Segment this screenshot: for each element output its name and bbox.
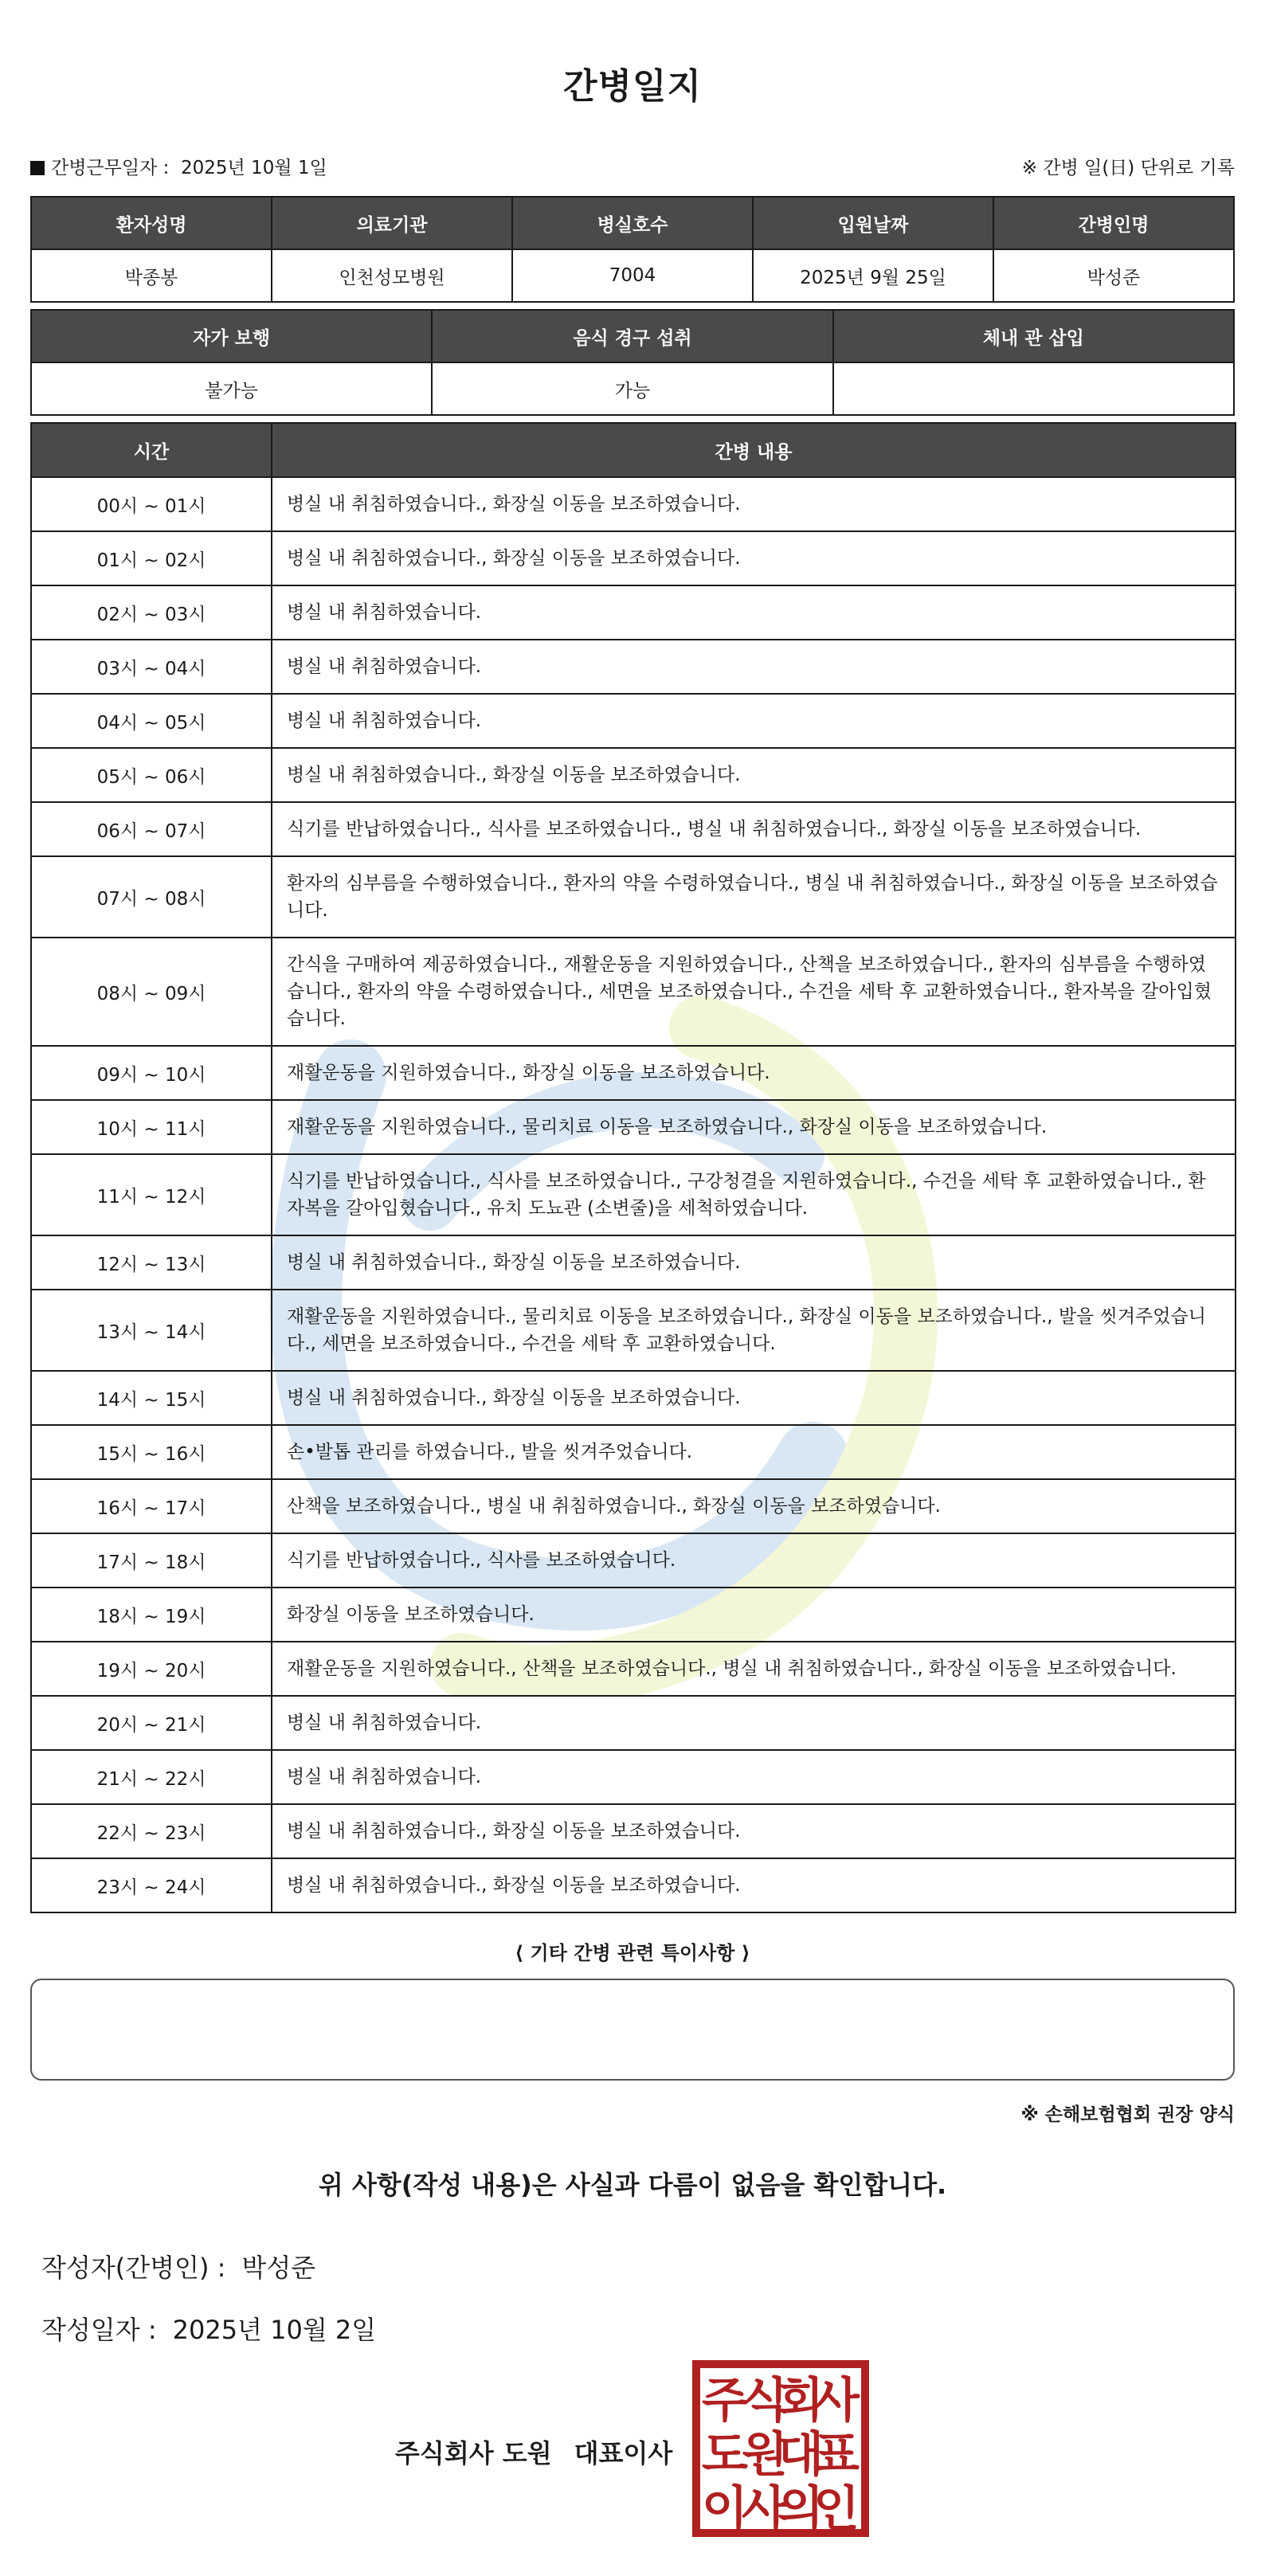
table-row: [31, 748, 1236, 802]
time-cell: 19시 ~ 20시: [31, 1642, 272, 1696]
time-cell: 06시 ~ 07시: [31, 802, 272, 856]
patient-info-header-row: [31, 197, 1234, 249]
company-seal-stamp: [691, 2359, 870, 2538]
content-cell: 손•발톱 관리를 하였습니다., 발을 씻겨주었습니다.: [272, 1425, 1236, 1479]
table-row: [31, 1100, 1236, 1154]
notes-box: [30, 1979, 1235, 2081]
time-cell: 12시 ~ 13시: [31, 1235, 272, 1290]
content-cell: 병실 내 취침하였습니다.: [272, 640, 1236, 694]
table-row: [31, 1587, 1236, 1642]
content-cell: 간식을 구매하여 제공하였습니다., 재활운동을 지원하였습니다., 산책을 보조하였습니다., 환자의 심부름을 수행하였습니다., 환자의 약을 수령하였습니다., 세면을 보조하였습니다., 수건을 세탁 후 교환하였습니다., 환자복을 갈아입혔습니다.: [272, 938, 1236, 1046]
content-cell: 병실 내 취침하였습니다., 화장실 이동을 보조하였습니다.: [272, 748, 1236, 802]
table-row: [31, 1750, 1236, 1804]
table-row: [31, 1642, 1236, 1696]
writer-line: [41, 2248, 315, 2284]
table-row: [31, 585, 1236, 640]
svg-text:도: 도: [702, 2427, 748, 2483]
patient-name: 박종봉: [31, 249, 272, 302]
content-cell: 병실 내 취침하였습니다., 화장실 이동을 보조하였습니다.: [272, 1858, 1236, 1912]
svg-text:인: 인: [813, 2481, 860, 2537]
table-row: [31, 477, 1236, 531]
company-role: 대표이사: [574, 2438, 673, 2468]
svg-text:원: 원: [742, 2427, 788, 2483]
content-cell: 재활운동을 지원하였습니다., 물리치료 이동을 보조하였습니다., 화장실 이동을 보조하였습니다., 발을 씻겨주었습니다., 세면을 보조하였습니다., 수건을 세탁 후 교환하였습니다.: [272, 1290, 1236, 1371]
meta-row: [30, 153, 1235, 182]
status-info-table: [30, 309, 1235, 416]
time-cell: 23시 ~ 24시: [31, 1858, 272, 1912]
table-row: [31, 1533, 1236, 1587]
care-log-table: [30, 422, 1236, 1913]
content-cell: 식기를 반납하였습니다., 식사를 보조하였습니다., 병실 내 취침하였습니다., 화장실 이동을 보조하였습니다.: [272, 802, 1236, 856]
admission-date: 2025년 9월 25일: [753, 249, 993, 302]
time-cell: 13시 ~ 14시: [31, 1290, 272, 1371]
content-cell: 병실 내 취침하였습니다., 화장실 이동을 보조하였습니다.: [272, 1371, 1236, 1425]
svg-text:사: 사: [813, 2373, 860, 2429]
content-cell: 병실 내 취침하였습니다.: [272, 1696, 1236, 1750]
table-row: [31, 856, 1236, 938]
header-care-content: 간병 내용: [272, 423, 1236, 477]
content-cell: 병실 내 취침하였습니다., 화장실 이동을 보조하였습니다.: [272, 1235, 1236, 1290]
time-cell: 07시 ~ 08시: [31, 856, 272, 938]
table-row: [31, 1696, 1236, 1750]
header-tube-insertion: 체내 관 삽입: [833, 310, 1234, 362]
content-cell: 병실 내 취침하였습니다., 화장실 이동을 보조하였습니다.: [272, 477, 1236, 531]
time-cell: 20시 ~ 21시: [31, 1696, 272, 1750]
table-row: [31, 694, 1236, 748]
table-row: [31, 802, 1236, 856]
content-cell: 식기를 반납하였습니다., 식사를 보조하였습니다.: [272, 1533, 1236, 1587]
hospital-name: 인천성모병원: [272, 249, 512, 302]
recommend-note: ※ 손해보험협회 권장 양식: [1020, 2104, 1235, 2125]
writer-label: 작성자(간병인) :: [41, 2253, 226, 2283]
self-walking-value: 불가능: [31, 362, 432, 415]
content-cell: 병실 내 취침하였습니다., 화장실 이동을 보조하였습니다.: [272, 1804, 1236, 1858]
table-row: [31, 531, 1236, 585]
written-date-label: 작성일자 :: [41, 2315, 157, 2345]
care-date-value: 2025년 10월 1일: [181, 158, 327, 178]
content-cell: 병실 내 취침하였습니다.: [272, 694, 1236, 748]
table-row: [31, 1235, 1236, 1290]
header-caregiver-name: 간병인명: [993, 197, 1234, 249]
time-cell: 03시 ~ 04시: [31, 640, 272, 694]
svg-text:이: 이: [702, 2481, 748, 2537]
content-cell: 병실 내 취침하였습니다., 화장실 이동을 보조하였습니다.: [272, 531, 1236, 585]
content-cell: 산책을 보조하였습니다., 병실 내 취침하였습니다., 화장실 이동을 보조하였습니다.: [272, 1479, 1236, 1533]
table-row: [31, 1858, 1236, 1912]
table-row: [31, 1371, 1236, 1425]
content-cell: 식기를 반납하였습니다., 식사를 보조하였습니다., 구강청결을 지원하였습니다., 수건을 세탁 후 교환하였습니다., 환자복을 갈아입혔습니다., 유치 도뇨관 (소변줄)을 세척하였습니다.: [272, 1154, 1236, 1235]
square-bullet-icon: [30, 161, 45, 175]
time-cell: 08시 ~ 09시: [31, 938, 272, 1046]
svg-text:표: 표: [813, 2427, 860, 2483]
header-patient-name: 환자성명: [31, 197, 272, 249]
care-date: [30, 153, 327, 179]
time-cell: 15시 ~ 16시: [31, 1425, 272, 1479]
care-date-label: 간병근무일자 :: [51, 158, 170, 178]
company-name: 주식회사 도원: [395, 2438, 552, 2468]
page-title: 간병일지: [562, 66, 702, 107]
svg-text:대: 대: [777, 2427, 824, 2483]
time-cell: 04시 ~ 05시: [31, 694, 272, 748]
patient-info-value-row: [31, 249, 1234, 302]
tube-insertion-value: [833, 362, 1234, 415]
svg-text:사: 사: [742, 2481, 788, 2537]
time-cell: 11시 ~ 12시: [31, 1154, 272, 1235]
content-cell: 병실 내 취침하였습니다.: [272, 585, 1236, 640]
status-value-row: [31, 362, 1234, 415]
time-cell: 17시 ~ 18시: [31, 1533, 272, 1587]
company-line: [395, 2433, 672, 2470]
table-row: [31, 1290, 1236, 1371]
header-room-number: 병실호수: [512, 197, 753, 249]
table-row: [31, 1154, 1236, 1235]
time-cell: 05시 ~ 06시: [31, 748, 272, 802]
table-row: [31, 1804, 1236, 1858]
header-self-walking: 자가 보행: [31, 310, 432, 362]
content-cell: 환자의 심부름을 수행하였습니다., 환자의 약을 수령하였습니다., 병실 내 취침하였습니다., 화장실 이동을 보조하였습니다.: [272, 856, 1236, 938]
content-cell: 병실 내 취침하였습니다.: [272, 1750, 1236, 1804]
table-row: [31, 1425, 1236, 1479]
time-cell: 02시 ~ 03시: [31, 585, 272, 640]
time-cell: 00시 ~ 01시: [31, 477, 272, 531]
time-cell: 21시 ~ 22시: [31, 1750, 272, 1804]
content-cell: 재활운동을 지원하였습니다., 화장실 이동을 보조하였습니다.: [272, 1046, 1236, 1100]
svg-text:회: 회: [777, 2373, 824, 2429]
writer-name: 박성준: [241, 2253, 316, 2283]
confirm-statement: 위 사항(작성 내용)은 사실과 다름이 없음을 확인합니다.: [318, 2170, 947, 2200]
time-cell: 22시 ~ 23시: [31, 1804, 272, 1858]
table-row: [31, 938, 1236, 1046]
time-cell: 16시 ~ 17시: [31, 1479, 272, 1533]
time-cell: 14시 ~ 15시: [31, 1371, 272, 1425]
content-cell: 재활운동을 지원하였습니다., 물리치료 이동을 보조하였습니다., 화장실 이동을 보조하였습니다.: [272, 1100, 1236, 1154]
room-number: 7004: [512, 249, 753, 302]
table-row: [31, 1479, 1236, 1533]
patient-info-table: [30, 196, 1235, 303]
header-admission-date: 입원날짜: [753, 197, 993, 249]
oral-intake-value: 가능: [432, 362, 832, 415]
status-header-row: [31, 310, 1234, 362]
written-date-line: [41, 2310, 376, 2347]
svg-text:의: 의: [777, 2481, 824, 2537]
notes-title: ⟨ 기타 간병 관련 특이사항 ⟩: [515, 1942, 750, 1964]
header-time: 시간: [31, 423, 272, 477]
time-cell: 01시 ~ 02시: [31, 531, 272, 585]
time-cell: 18시 ~ 19시: [31, 1587, 272, 1642]
time-cell: 09시 ~ 10시: [31, 1046, 272, 1100]
svg-text:주: 주: [702, 2373, 748, 2429]
content-cell: 화장실 이동을 보조하였습니다.: [272, 1587, 1236, 1642]
table-row: [31, 640, 1236, 694]
content-cell: 재활운동을 지원하였습니다., 산책을 보조하였습니다., 병실 내 취침하였습니다., 화장실 이동을 보조하였습니다.: [272, 1642, 1236, 1696]
header-oral-intake: 음식 경구 섭취: [432, 310, 832, 362]
header-hospital: 의료기관: [272, 197, 512, 249]
unit-note: ※ 간병 일(日) 단위로 기록: [1021, 158, 1235, 178]
table-row: [31, 1046, 1236, 1100]
time-cell: 10시 ~ 11시: [31, 1100, 272, 1154]
caregiver-name: 박성준: [993, 249, 1234, 302]
svg-text:식: 식: [742, 2373, 788, 2429]
written-date-value: 2025년 10월 2일: [172, 2315, 377, 2345]
care-log-header-row: [31, 423, 1236, 477]
